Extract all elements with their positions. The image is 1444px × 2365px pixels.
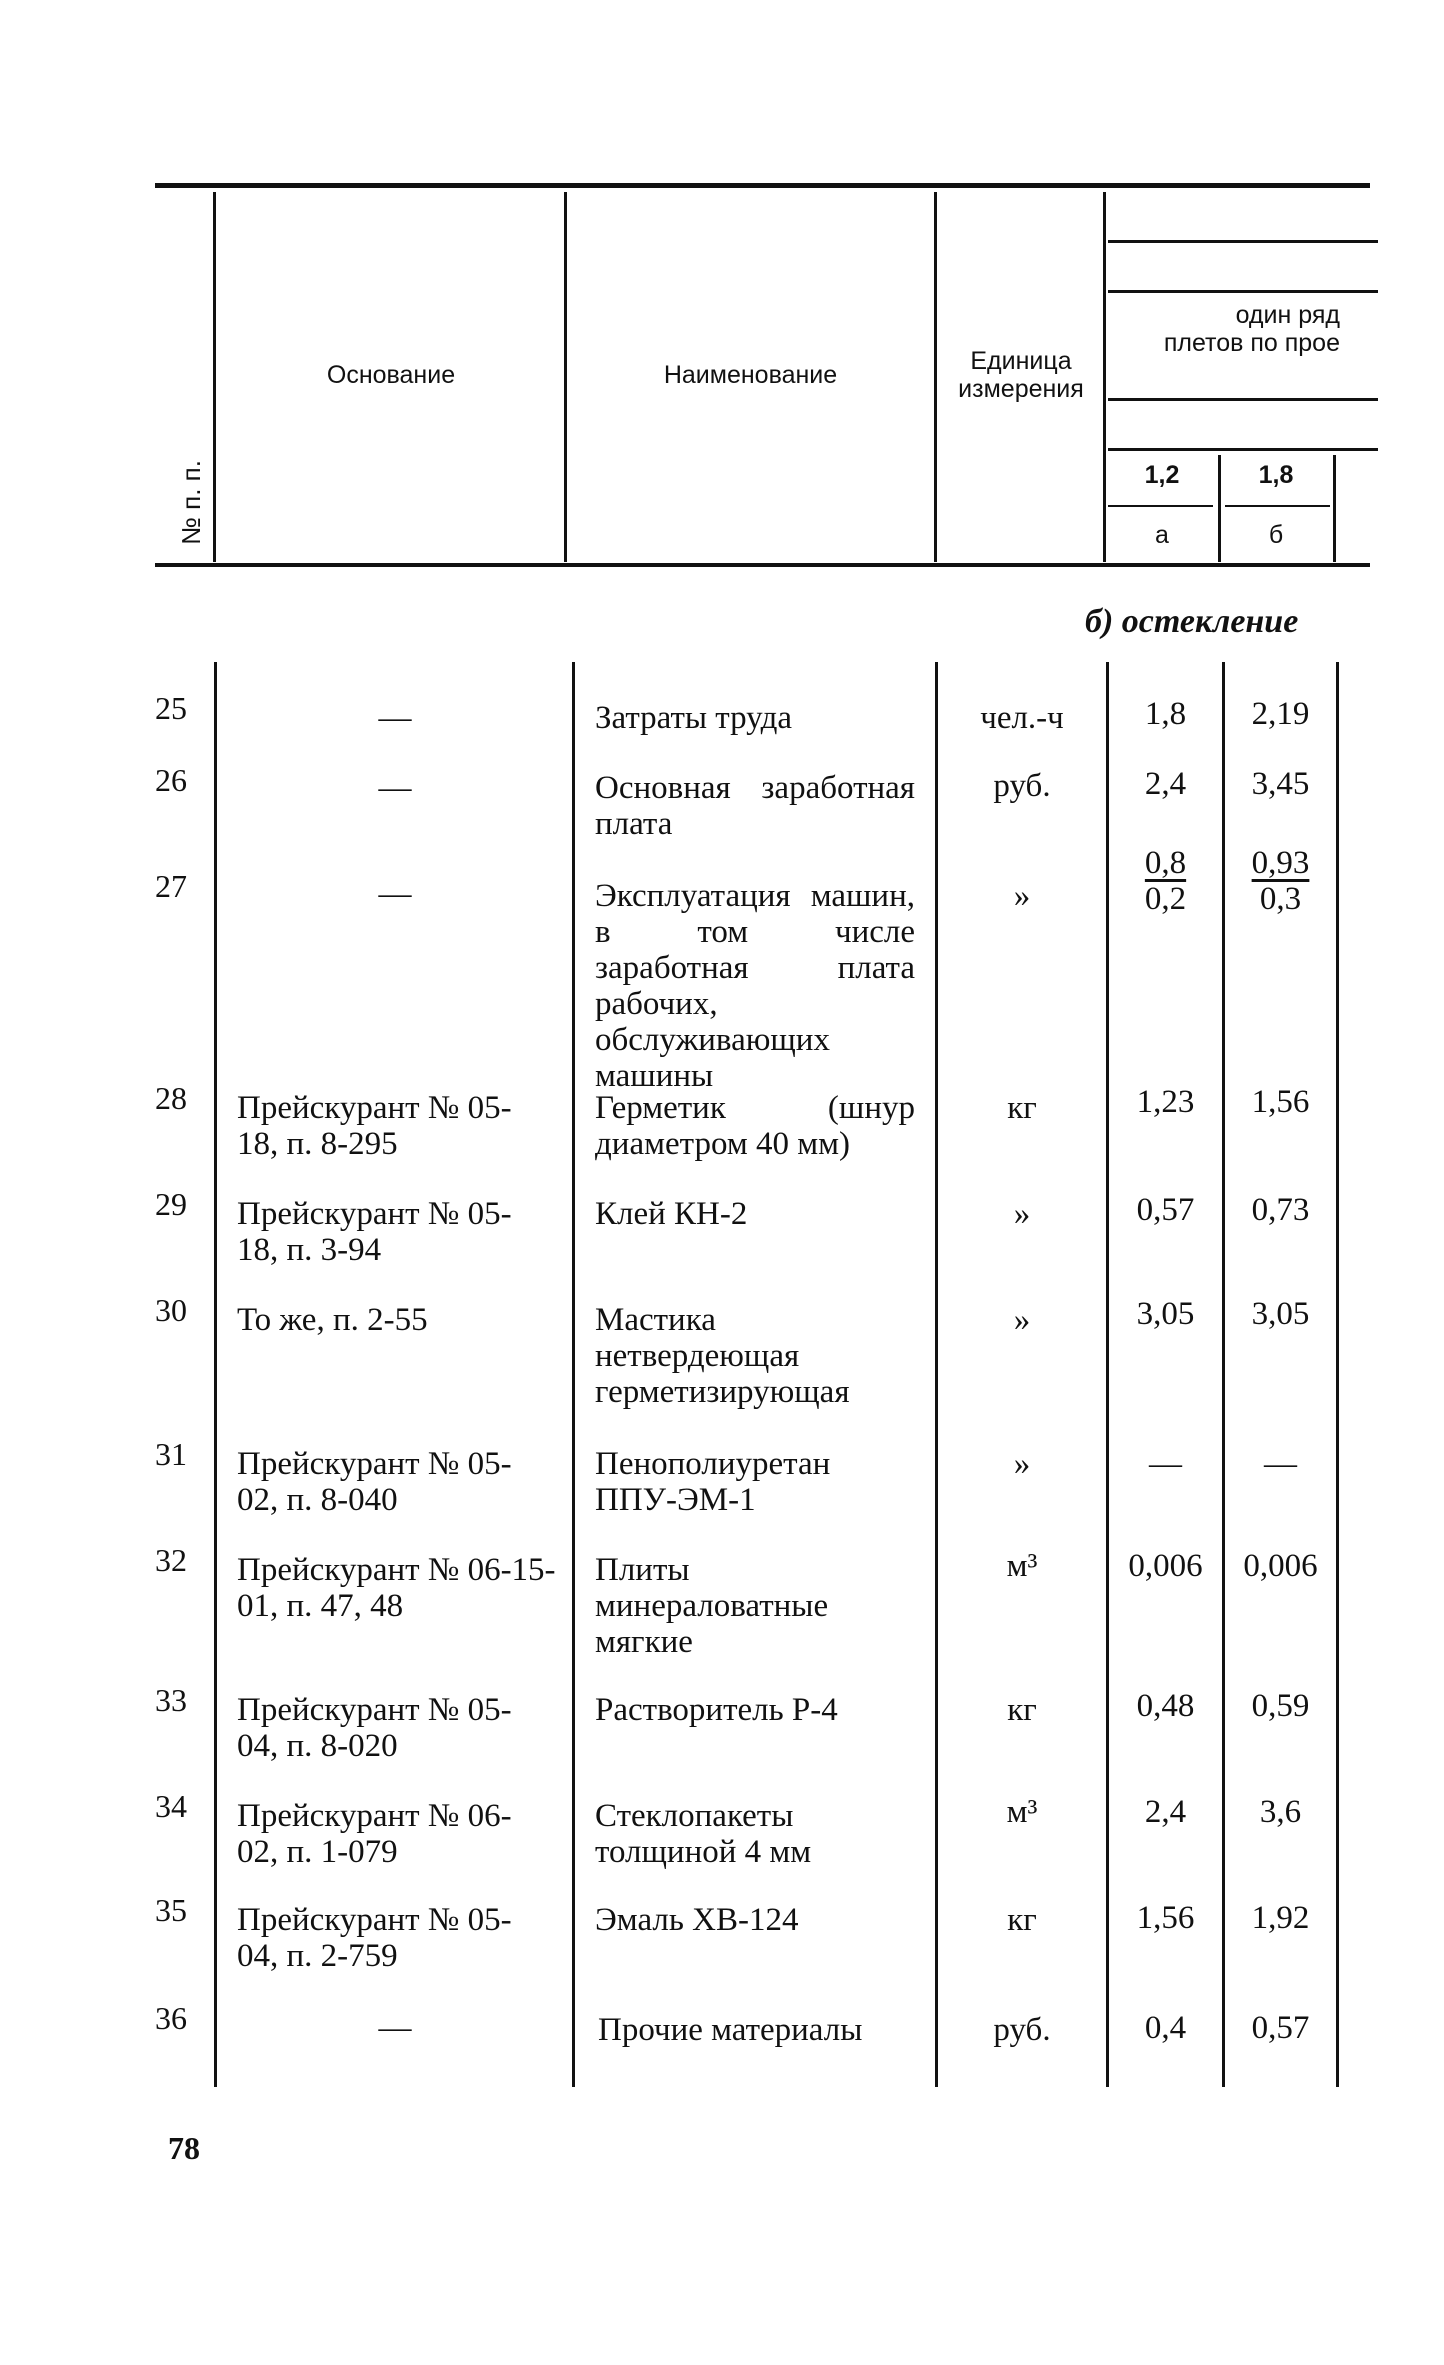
row-value-b: 3,6: [1259, 1794, 1302, 1830]
row-num: 25: [155, 690, 187, 726]
subheader-a-letter: а: [1155, 521, 1169, 549]
column-header-basis: Основание: [326, 361, 456, 389]
row-value-a: 0,57: [1136, 1192, 1195, 1228]
row-basis: —: [378, 700, 412, 736]
row-name: Клей КН-2: [595, 1196, 748, 1232]
row-basis: Прейскурант № 05-04, п. 2-759: [237, 1902, 512, 1974]
row-unit: м³: [1006, 1794, 1038, 1830]
row-name: Эксплуатация машин, в том числе заработная плата рабочих, обслуживающих машины: [595, 878, 915, 1094]
row-num: 36: [155, 2000, 187, 2036]
row-value-b: 3,05: [1251, 1296, 1310, 1332]
row-value-b: 0,57: [1251, 2010, 1310, 2046]
row-num: 34: [155, 1788, 187, 1824]
row-value-b: 0,006: [1243, 1548, 1318, 1584]
row-basis: Прейскурант № 05-18, п. 8-295: [237, 1090, 512, 1162]
column-header-group: один ряд плетов по прое: [1163, 301, 1340, 357]
row-num: 33: [155, 1682, 187, 1718]
row-value-a: 0,006: [1128, 1548, 1203, 1584]
row-value-b: 1,92: [1251, 1900, 1310, 1936]
row-value-a: —: [1149, 1446, 1182, 1482]
body-divider: [572, 662, 575, 2087]
row-value-a: 2,4: [1144, 1794, 1187, 1830]
row-value-a: 1,56: [1136, 1900, 1195, 1936]
row-name: Основная заработная плата: [595, 770, 915, 842]
row-num: 35: [155, 1892, 187, 1928]
section-title: б) остекление: [1085, 603, 1299, 640]
subheader-a-value: 1,2: [1144, 461, 1180, 489]
row-value-a-fraction: [1109, 845, 1222, 917]
column-header-name: Наименование: [663, 361, 838, 389]
row-basis: —: [378, 2010, 412, 2046]
body-divider: [935, 662, 938, 2087]
row-name: Эмаль ХВ-124: [595, 1902, 799, 1938]
subheader-b-letter: б: [1268, 521, 1284, 549]
header-divider: [934, 192, 937, 562]
row-num: 26: [155, 762, 187, 798]
row-basis: Прейскурант № 05-04, п. 8-020: [237, 1692, 512, 1764]
header-divider: [1103, 192, 1106, 562]
header-sub-rule: [1225, 505, 1330, 507]
row-name: Прочие материалы: [598, 2012, 863, 2048]
column-header-unit: Единица измерения: [958, 347, 1084, 403]
header-group-rule: [1108, 290, 1378, 293]
header-bottom-rule: [155, 563, 1370, 567]
header-divider: [1333, 455, 1336, 562]
row-value-b: 3,45: [1251, 766, 1310, 802]
row-value-b-fraction: [1225, 845, 1336, 917]
row-unit: кг: [1007, 1692, 1037, 1728]
row-name: Затраты труда: [595, 700, 793, 736]
row-basis: То же, п. 2-55: [237, 1302, 428, 1338]
row-value-b: 2,19: [1251, 696, 1310, 732]
row-num: 32: [155, 1542, 187, 1578]
table-top-rule: [155, 183, 1370, 188]
body-divider: [1336, 662, 1339, 2087]
row-value-a: 3,05: [1136, 1296, 1195, 1332]
row-value-a: 1,23: [1136, 1084, 1195, 1120]
row-name: Стеклопакеты толщиной 4 мм: [595, 1798, 812, 1870]
page-number: 78: [168, 2130, 200, 2166]
row-unit: руб.: [993, 2012, 1051, 2048]
fraction-numerator: 0,8: [1144, 845, 1187, 881]
fraction-denominator: 0,3: [1259, 881, 1302, 917]
row-unit: »: [1013, 1302, 1031, 1338]
header-sub-rule: [1108, 505, 1213, 507]
row-basis: Прейскурант № 05-18, п. 3-94: [237, 1196, 512, 1268]
row-name: Мастика нетвердеющая герметизирующая: [595, 1302, 850, 1410]
row-basis: Прейскурант № 05-02, п. 8-040: [237, 1446, 512, 1518]
subheader-b-value: 1,8: [1258, 461, 1294, 489]
row-value-a: 1,8: [1144, 696, 1187, 732]
row-unit: »: [1013, 1196, 1031, 1232]
row-unit: »: [1013, 1446, 1031, 1482]
row-num: 29: [155, 1186, 187, 1222]
row-name: Герметик (шнур диаметром 40 мм): [595, 1090, 915, 1162]
row-basis: —: [378, 770, 412, 806]
row-num: 31: [155, 1436, 187, 1472]
row-num: 30: [155, 1292, 187, 1328]
row-name: Растворитель Р-4: [595, 1692, 838, 1728]
row-unit: руб.: [993, 768, 1051, 804]
row-basis: Прейскурант № 06-02, п. 1-079: [237, 1798, 512, 1870]
row-unit: кг: [1007, 1090, 1037, 1126]
row-unit: кг: [1007, 1902, 1037, 1938]
body-divider: [214, 662, 217, 2087]
row-value-a: 2,4: [1144, 766, 1187, 802]
fraction-denominator: 0,2: [1144, 881, 1187, 917]
row-name: Плиты минераловатные мягкие: [595, 1552, 829, 1660]
header-group-rule: [1108, 448, 1378, 451]
row-unit: м³: [1006, 1548, 1038, 1584]
header-divider: [213, 192, 216, 562]
row-unit: чел.-ч: [980, 700, 1064, 736]
row-value-b: 0,59: [1251, 1688, 1310, 1724]
row-value-a: 0,4: [1144, 2010, 1187, 2046]
row-num: 27: [155, 868, 187, 904]
row-name: Пенополиуретан ППУ-ЭМ-1: [595, 1446, 831, 1518]
row-value-b: 0,73: [1251, 1192, 1310, 1228]
row-basis: Прейскурант № 06-15-01, п. 47, 48: [237, 1552, 556, 1624]
column-header-num: № п. п.: [176, 460, 206, 545]
row-value-b: 1,56: [1251, 1084, 1310, 1120]
row-unit: »: [1013, 878, 1031, 914]
header-group-rule: [1108, 398, 1378, 401]
header-group-rule: [1108, 240, 1378, 243]
row-value-b: —: [1264, 1446, 1297, 1482]
row-basis: —: [378, 876, 412, 912]
row-num: 28: [155, 1080, 187, 1116]
fraction-numerator: 0,93: [1251, 845, 1310, 881]
row-value-a: 0,48: [1136, 1688, 1195, 1724]
